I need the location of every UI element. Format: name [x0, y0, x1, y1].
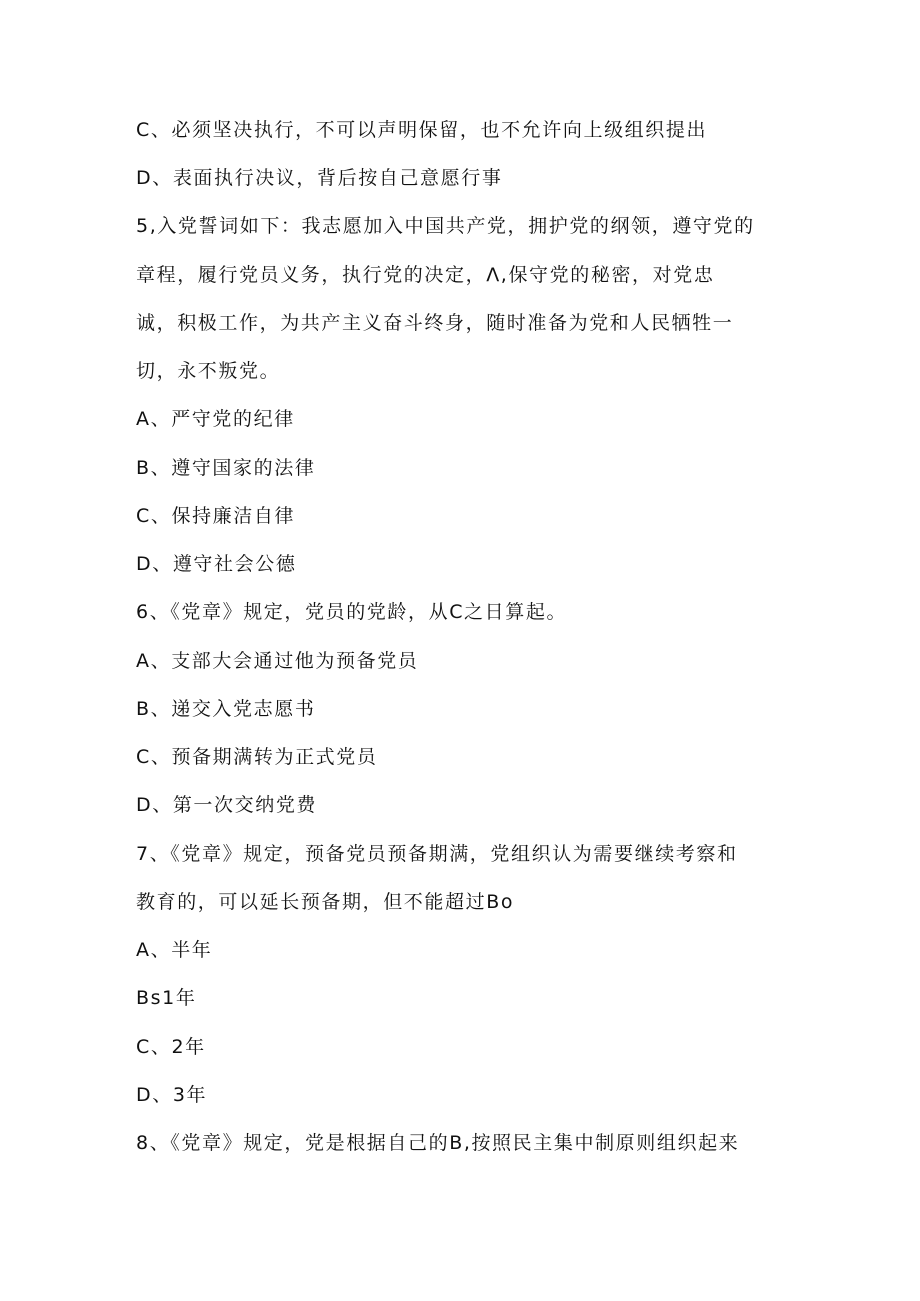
question-7-option-b: Bs1年 [136, 987, 197, 1009]
question-7-option-d: D、3年 [136, 1084, 208, 1106]
question-5-text-line-3: 诚，积极工作，为共产主义奋斗终身，随时准备为党和人民牺牲一 [136, 312, 734, 334]
question-7-text-line-1: 7、《党章》规定，预备党员预备期满，党组织认为需要继续考察和 [136, 843, 738, 865]
question-4-option-d: D、表面执行决议，背后按自己意愿行事 [136, 167, 503, 189]
question-6-option-d: D、第一次交纳党费 [136, 794, 318, 816]
question-5-text-line-1: 5,入党誓词如下：我志愿加入中国共产党，拥护党的纲领，遵守党的 [136, 215, 755, 237]
question-7-option-a: A、半年 [136, 939, 213, 961]
question-5-option-a: A、严守党的纪律 [136, 408, 295, 430]
question-8-text-line-1: 8、《党章》规定，党是根据自己的B,按照民主集中制原则组织起来 [136, 1132, 740, 1154]
question-5-option-d: D、遵守社会公德 [136, 553, 297, 575]
question-7-option-c: C、2年 [136, 1036, 206, 1058]
question-6-option-c: C、预备期满转为正式党员 [136, 746, 378, 768]
question-6-option-b: B、递交入党志愿书 [136, 698, 316, 720]
question-5-option-c: C、保持廉洁自律 [136, 505, 296, 527]
question-5-text-line-2: 章程，履行党员义务，执行党的决定，Λ,保守党的秘密，对党忠 [136, 264, 715, 286]
question-6-option-a: A、支部大会通过他为预备党员 [136, 650, 419, 672]
question-4-option-c: C、必须坚决执行，不可以声明保留，也不允许向上级组织提出 [136, 119, 708, 141]
question-7-text-line-2: 教育的，可以延长预备期，但不能超过Bo [136, 891, 515, 913]
question-6-text: 6、《党章》规定，党员的党龄，从C之日算起。 [136, 601, 568, 623]
question-5-option-b: B、遵守国家的法律 [136, 457, 316, 479]
question-5-text-line-4: 切，永不叛党。 [136, 360, 281, 382]
